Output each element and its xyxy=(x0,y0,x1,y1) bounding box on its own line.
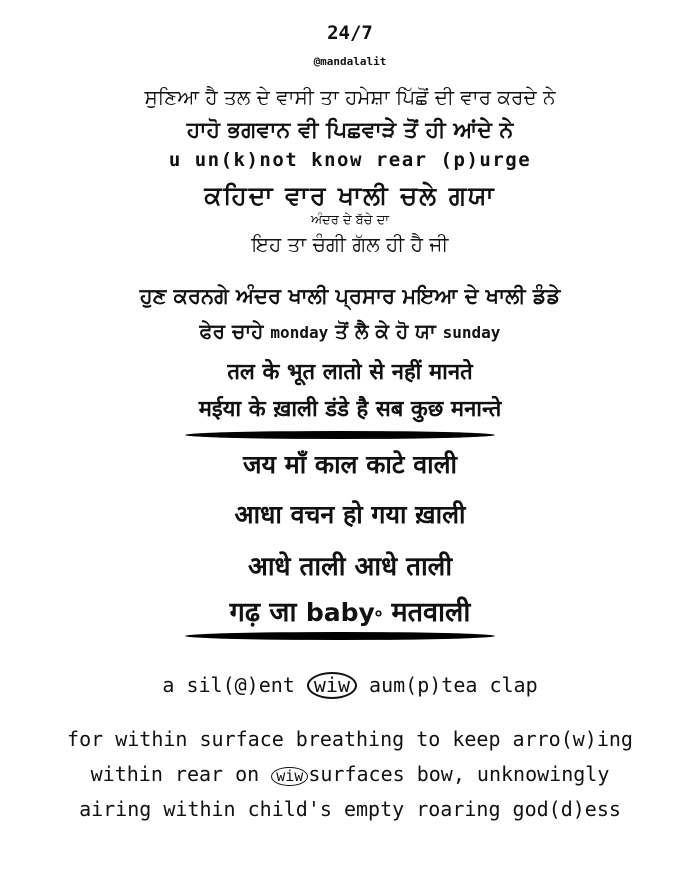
hindi-line-1: तल के भूत लातो से नहीं मानते xyxy=(227,360,473,385)
punjabi-line-8-part-c: ਤੋਂ ਲੈ ਕੇ ਹੋ ਯਾ xyxy=(328,319,443,343)
poem-title: 24/7 xyxy=(327,22,373,44)
hindi-line-5: आधे ताली आधे ताली xyxy=(247,552,453,582)
english-line-1-part-a: a sil(@)ent xyxy=(162,673,307,697)
english-interjection-line: u un(k)not know rear (p)urge xyxy=(168,149,532,171)
monday-word: monday xyxy=(270,323,329,342)
hindi-line-6 xyxy=(0,592,700,629)
baby-word: baby xyxy=(305,598,375,627)
english-line-3 xyxy=(0,762,700,786)
hindi-line-4: आधा वचन हो गया ख़ाली xyxy=(234,500,466,529)
author-handle: @mandalalit xyxy=(313,55,387,68)
english-line-3-part-a: within rear on xyxy=(90,762,272,786)
hindi-line-6-part-d: मतवाली xyxy=(382,597,471,628)
english-line-4: airing within child's empty roaring god(d)ess xyxy=(79,797,621,821)
punjabi-line-7: ਹੁਣ ਕਰਨਗੇ ਅੰਦਰ ਖਾਲੀ ਪ੍ਰਸਾਰ ਮਇਆ ਦੇ ਖਾਲੀ ਡੰਡੇ xyxy=(139,284,561,308)
wiw-circled-word-small: wiw xyxy=(271,767,308,786)
punjabi-line-6: ਇਹ ਤਾ ਚੰਗੀ ਗੱਲ ਹੀ ਹੈ ਜੀ xyxy=(251,232,449,256)
brush-stroke-divider-top xyxy=(185,431,495,439)
english-line-3-part-b: surfaces bow, unknowingly xyxy=(308,762,610,786)
english-line-2: for within surface breathing to keep arro(w)ing xyxy=(67,727,633,751)
wiw-circled-word: wiw xyxy=(307,672,357,699)
brush-stroke-divider-bottom xyxy=(185,632,495,640)
punjabi-line-8 xyxy=(0,319,700,343)
english-line-1 xyxy=(0,672,700,699)
punjabi-line-4: ਕਹਿਦਾ ਵਾਰ ਖਾਲੀ ਚਲੇ ਗਯਾ xyxy=(204,181,496,210)
punjabi-line-1: ਸੁਣਿਆ ਹੈ ਤਲ ਦੇ ਵਾਸੀ ਤਾ ਹਮੇਸ਼ਾ ਪਿੱਛੋਂ ਦੀ ਵਾਰ ਕਰਦੇ ਨੇ xyxy=(144,85,556,109)
punjabi-line-5: ਅੰਦਰ ਦੇ ਬੱਚੇ ਦਾ xyxy=(310,213,390,228)
hindi-line-6-part-a: गढ़ जा xyxy=(229,597,306,628)
hindi-line-2: मईया के ख़ाली डंडे है सब कुछ मनान्ते xyxy=(198,397,502,422)
punjabi-line-2: ਹਾਹੋ ਭਗਵਾਨ ਵੀ ਪਿਛਵਾੜੇ ਤੋਂ ਹੀ ਆਂਦੇ ਨੇ xyxy=(186,118,514,143)
zero-glyph: ० xyxy=(374,606,383,622)
hindi-line-3: जय माँ काल काटे वाली xyxy=(243,450,457,479)
punjabi-line-8-part-a: ਫੇਰ ਚਾਹੇ xyxy=(199,319,271,343)
sunday-word: sunday xyxy=(442,323,501,342)
english-line-1-part-b: aum(p)tea clap xyxy=(357,673,538,697)
